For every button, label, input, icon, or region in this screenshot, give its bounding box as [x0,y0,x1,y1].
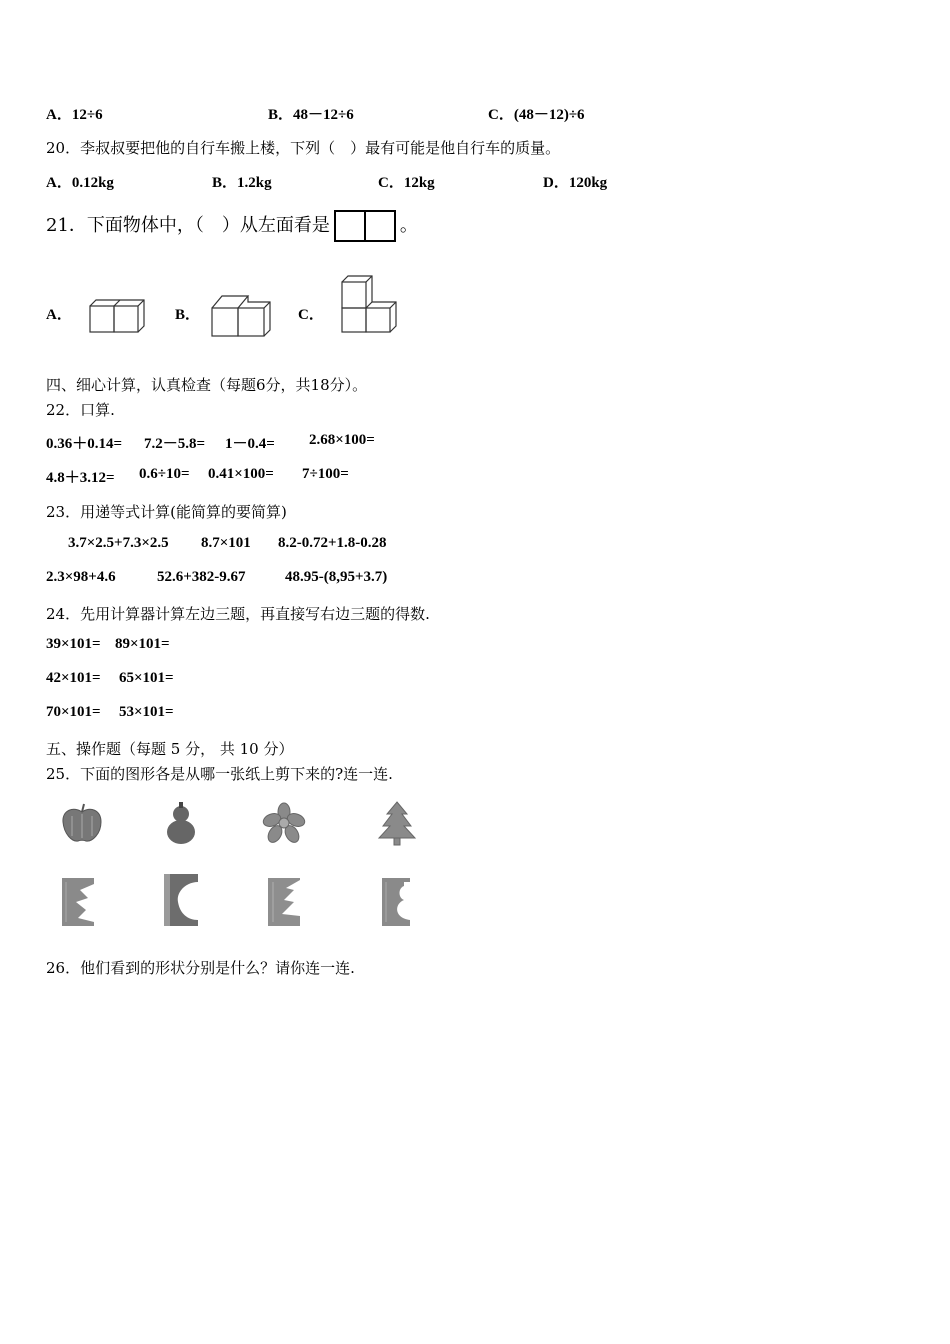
q24-item: 70×101= [46,704,101,720]
q23-item: 8.7×101 [201,535,251,551]
section4-title: 四、细心计算，认真检查（每题6分，共18分）。 [46,376,368,394]
tree-cut-paper-icon[interactable] [266,876,304,928]
q22-stem: 22．口算. [46,401,115,419]
q21-option-c[interactable]: C． [298,307,324,323]
q23-stem: 23．用递等式计算(能简算的要简算) [46,503,287,521]
q21-option-a[interactable]: A． [46,307,72,323]
q21-stem [46,210,418,242]
tree-shape-icon[interactable] [377,800,417,846]
q22-item: 1－0.4= [225,436,275,452]
apple-cut-paper-icon[interactable] [162,872,202,928]
q19-option-c[interactable]: C．(48－12)÷6 [488,107,585,123]
q24-item: 65×101= [119,670,174,686]
q20-option-d[interactable]: D．120kg [543,175,608,191]
q20-option-b[interactable]: B．1.2kg [212,175,272,191]
q23-item: 2.3×98+4.6 [46,569,116,585]
section5-title: 五、操作题（每题 5 分， 共 10 分） [46,740,294,758]
q22-item: 2.68×100= [309,432,375,448]
q19-option-a[interactable]: A．12÷6 [46,107,103,123]
q22-item: 0.41×100= [208,466,274,482]
two-square-view-icon [334,210,396,242]
q24-item: 53×101= [119,704,174,720]
q23-item: 48.95-(8,95+3.7) [285,569,388,585]
q22-item: 4.8＋3.12= [46,470,115,486]
q24-stem: 24．先用计算器计算左边三题，再直接写右边三题的得数. [46,605,430,623]
q25-stem: 25．下面的图形各是从哪一张纸上剪下来的?连一连. [46,765,393,783]
q24-item: 39×101= [46,636,101,652]
leaf-cut-paper-icon[interactable] [60,876,98,928]
gourd-shape-icon[interactable] [164,800,198,846]
q22-item: 7.2－5.8= [144,436,206,452]
q20-option-c[interactable]: C．12kg [378,175,435,191]
q19-option-b[interactable]: B．48－12÷6 [268,107,354,123]
q23-item: 3.7×2.5+7.3×2.5 [68,535,169,551]
q26-stem: 26．他们看到的形状分别是什么？请你连一连. [46,959,355,977]
q22-item: 7÷100= [302,466,349,482]
q21-stem-text: 21．下面物体中，（ ）从左面看是 [46,215,330,236]
q23-item: 52.6+382-9.67 [157,569,246,585]
apple-shape-icon[interactable] [60,802,104,844]
q22-item: 0.36＋0.14= [46,436,123,452]
flower-shape-icon[interactable] [262,802,306,844]
q21-stem-end: 。 [399,215,418,236]
cube-figure-c-icon [336,272,402,336]
q24-item: 89×101= [115,636,170,652]
q20-stem: 20．李叔叔要把他的自行车搬上楼，下列（ ）最有可能是他自行车的质量。 [46,139,561,157]
q24-item: 42×101= [46,670,101,686]
q21-option-b[interactable]: B． [175,307,201,323]
q20-option-a[interactable]: A．0.12kg [46,175,114,191]
q23-item: 8.2-0.72+1.8-0.28 [278,535,387,551]
gourd-cut-paper-icon[interactable] [380,876,414,928]
q22-item: 0.6÷10= [139,466,190,482]
cube-figure-b-icon [208,290,272,340]
cube-figure-a-icon [84,292,148,336]
